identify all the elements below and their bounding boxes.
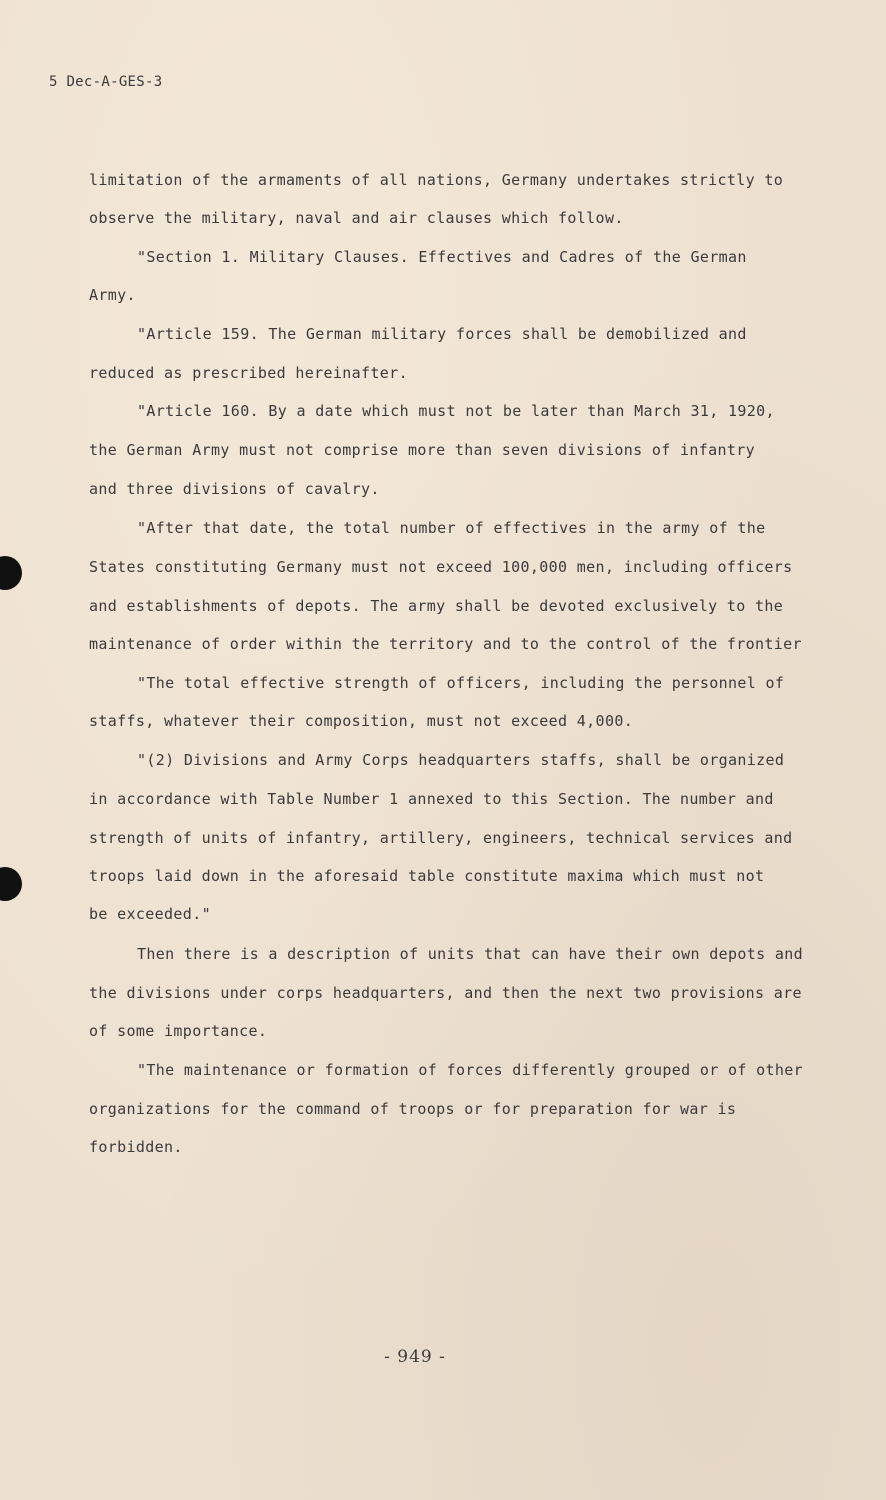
text-line: "The maintenance or formation of forces differently grouped or of other — [137, 1061, 804, 1079]
text-line: troops laid down in the aforesaid table constitute maxima which must not — [89, 867, 765, 885]
text-line: in accordance with Table Number 1 annexed to this Section. The number and — [89, 790, 774, 808]
page-number: - 949 - — [384, 1347, 446, 1367]
text-line: States constituting Germany must not exceed 100,000 men, including officers — [89, 558, 793, 576]
text-line: staffs, whatever their composition, must not exceed 4,000. — [89, 712, 634, 730]
document-id: 5 Dec-A-GES-3 — [49, 74, 163, 90]
text-line: maintenance of order within the territory and to the control of the frontier — [89, 635, 802, 653]
text-line: "The total effective strength of officers, including the personnel of — [137, 674, 785, 692]
text-line: "After that date, the total number of effectives in the army of the — [137, 519, 766, 537]
text-line: Army. — [89, 286, 136, 304]
punch-hole-lower — [0, 867, 22, 901]
text-line: observe the military, naval and air clauses which follow. — [89, 209, 624, 227]
text-line: and establishments of depots. The army shall be devoted exclusively to the — [89, 597, 784, 615]
text-line: "(2) Divisions and Army Corps headquarters staffs, shall be organized — [137, 751, 785, 769]
text-line: reduced as prescribed hereinafter. — [89, 364, 408, 382]
text-line: Then there is a description of units that can have their own depots and — [137, 945, 804, 963]
text-line: the divisions under corps headquarters, and then the next two provisions are — [89, 984, 802, 1002]
text-line: organizations for the command of troops or for preparation for war is — [89, 1100, 737, 1118]
text-line: of some importance. — [89, 1022, 268, 1040]
text-line: "Article 159. The German military forces shall be demobilized and — [137, 325, 747, 343]
text-line: the German Army must not comprise more than seven divisions of infantry — [89, 441, 756, 459]
text-line: limitation of the armaments of all nations, Germany undertakes strictly to — [89, 171, 784, 189]
text-line: "Article 160. By a date which must not be later than March 31, 1920, — [137, 402, 775, 420]
text-line: "Section 1. Military Clauses. Effectives and Cadres of the German — [137, 248, 747, 266]
text-line: strength of units of infantry, artillery, engineers, technical services and — [89, 829, 793, 847]
text-line: be exceeded." — [89, 905, 211, 923]
punch-hole-upper — [0, 556, 22, 590]
text-line: forbidden. — [89, 1138, 183, 1156]
text-line: and three divisions of cavalry. — [89, 480, 380, 498]
